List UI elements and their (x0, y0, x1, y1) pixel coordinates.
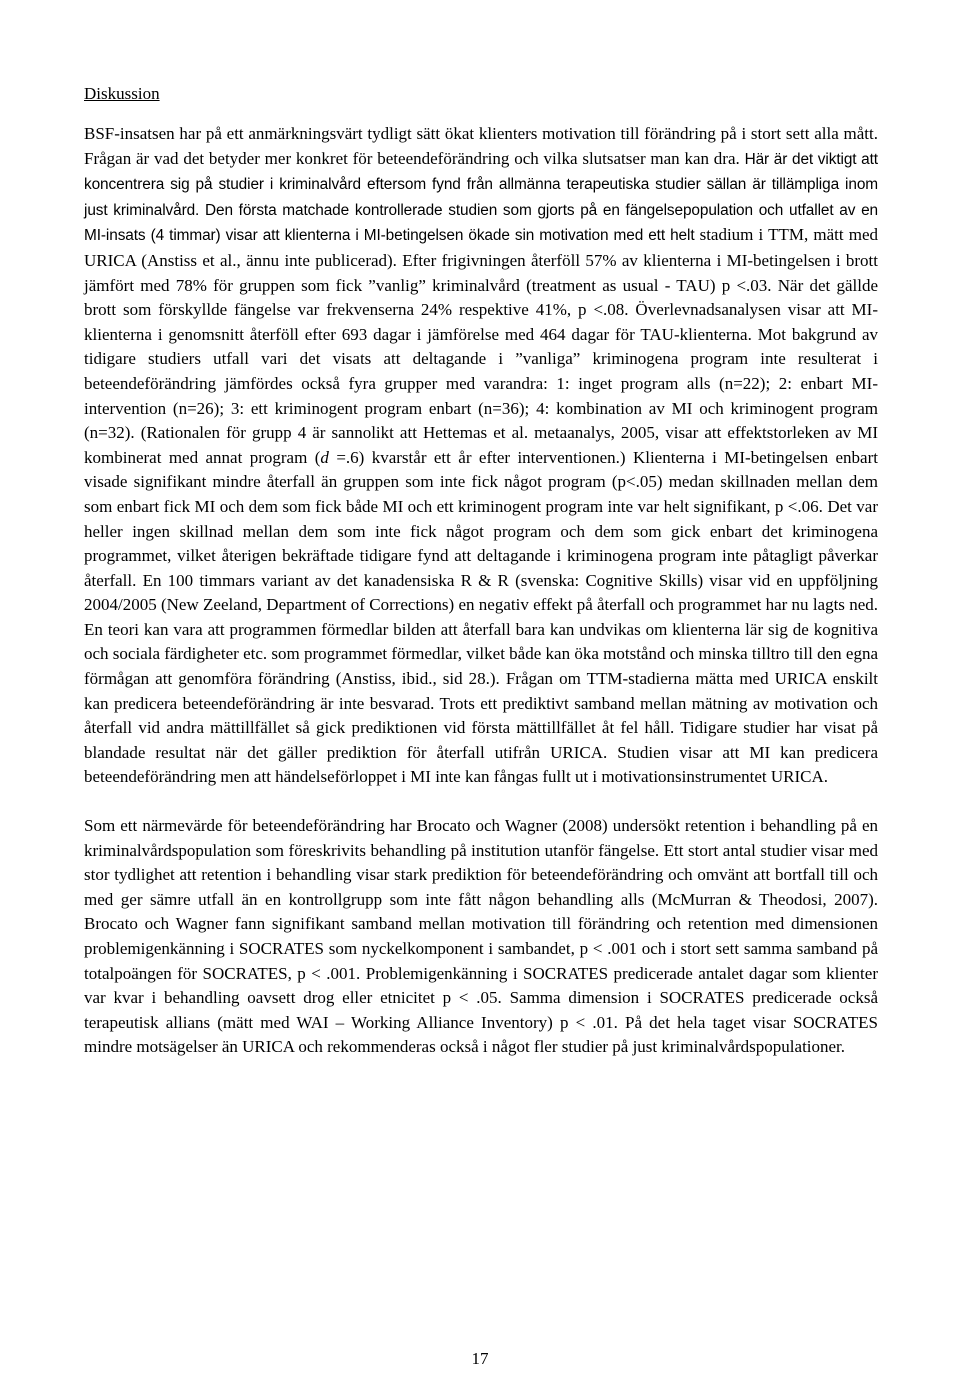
paragraph-1-part-1: BSF-insatsen har på ett anmärkningsvärt tydligt sätt ökat klienters motivation till förändring på i stort sett alla mått. Frågan är vad det betyder mer konkret för beteendeförändring och vilka slutsatser man kan dra. (84, 124, 878, 168)
paragraph-2: Som ett närmevärde för beteendeförändring har Brocato och Wagner (2008) undersökt retention i behandling på en kriminalvårdspopulation som föreskrivits behandling på institution utanför fängelse. Ett stort antal studier visar med stor tydlighet att retention i behandling visar stark prediktion för beteendeförändring och omvänt att bortfall till och med ger sämre utfall än en kontrollgrupp som inte fått någon behandling alls (McMurran & Theodosi, 2007). Brocato och Wagner fann signifikant samband mellan motivation till förändring och retention med dimensionen problemigenkänning i SOCRATES som nyckelkomponent i sambandet, p < .001 och i stort sett samma samband på totalpoängen för SOCRATES, p < .001. Problemigenkänning i SOCRATES predicerade antalet dagar som klienter var kvar i behandling oavsett drog eller etnicitet p < .05. Samma dimension i SOCRATES predicerade också terapeutisk allians (mätt med WAI – Working Alliance Inventory) p < .01. På det hela taget visar SOCRATES mindre motsägelser än URICA och rekommenderas också i något fler studier på just kriminalvårdspopulationer. (84, 816, 878, 1057)
paragraph-1-italic-d: d (320, 447, 329, 467)
paragraph-1-part-2: Här är det viktigt att koncentrera sig på studier i kriminalvård eftersom fynd från allmänna terapeutiska studier sällan är tillämpliga inom just kriminalvård. Den första matchade kontrollerade studien som gjorts på en fängelsepopulation och utfallet av en MI-insats (4 timmar) visar att klienterna i MI-betingelsen ökade sin motivation med ett helt (84, 150, 878, 245)
document-page (84, 82, 878, 1060)
page-number: 17 (471, 1349, 489, 1368)
section-heading: Diskussion (84, 84, 160, 103)
paragraph-1-part-3: stadium i TTM, mätt med URICA (Anstiss et al., ännu inte publicerad). Efter frigivningen återföll 57% av klienterna i MI-betingelsen i brott jämfört med 78% för gruppen som fick ”vanlig” kriminalvård (treatment as usual - TAU) p <.03. När det gällde brott som förskyllde fängelse var frekvenserna 24% respektive 41%, p <.08. Överlevnadsanalysen visar att MI-klienterna i genomsnitt återföll efter 693 dagar i jämförelse med 464 dagar för TAU-klienterna. Mot bakgrund av tidigare studiers utfall vari det visats att deltagande i ”vanliga” kriminogena program inte resulterat i beteendeförändring jämfördes också fyra grupper med varandra: 1: inget program alls (n=22); 2: enbart MI-intervention (n=26); 3: ett kriminogent program enbart (n=36); 4: kombination av MI och kriminogent program (n=32). (Rationalen för grupp 4 är sannolikt att Hettemas et al. metaanalys, 2005, visar att effektstorleken av MI kombinerat med annat program ( (84, 225, 878, 467)
paragraph-1 (84, 122, 878, 790)
paragraph-1-part-5: =.6) kvarstår ett år efter interventionen.) Klienterna i MI-betingelsen enbart visade signifikant mindre återfall än gruppen som inte fick något program (p<.05) medan skillnaden mellan dem som enbart fick MI och dem som fick både MI och ett kriminogent program inte var helt signifikant, p <.06. Det var heller ingen skillnad mellan dem som inte fick något program och dem som gick enbart det kriminogena programmet, vilket återigen bekräftade tidigare fynd att deltagande i kriminogena program inte påtagligt påverkar återfall. En 100 timmars variant av det kanadensiska R & R (svenska: Cognitive Skills) visar vid en uppföljning 2004/2005 (New Zeeland, Department of Corrections) en negativ effekt på återfall och programmet har nu lagts ned. En teori kan vara att programmen förmedlar bilden att återfall bara kan undvikas om klienterna lär sig de kognitiva och sociala färdigheter etc. som programmet förmedlar, vilket både kan öka motstånd och minska tilltro till den egna förmågan att genomföra förändring (Anstiss, ibid., sid 28.). Frågan om TTM-stadierna mätta med URICA enskilt kan predicera beteendeförändring är inte besvarad. Trots ett prediktivt samband mellan mätning av motivation och återfall vid andra mättillfället så gick prediktionen vid första mättillfället åt fel håll. Tidigare studier har visat på blandade resultat när det gäller prediktion för återfall utifrån URICA. Studien visar att MI kan predicera beteendeförändring men att händelseförloppet i MI inte kan fångas fullt ut i motivationsinstrumentet URICA. (84, 447, 878, 787)
